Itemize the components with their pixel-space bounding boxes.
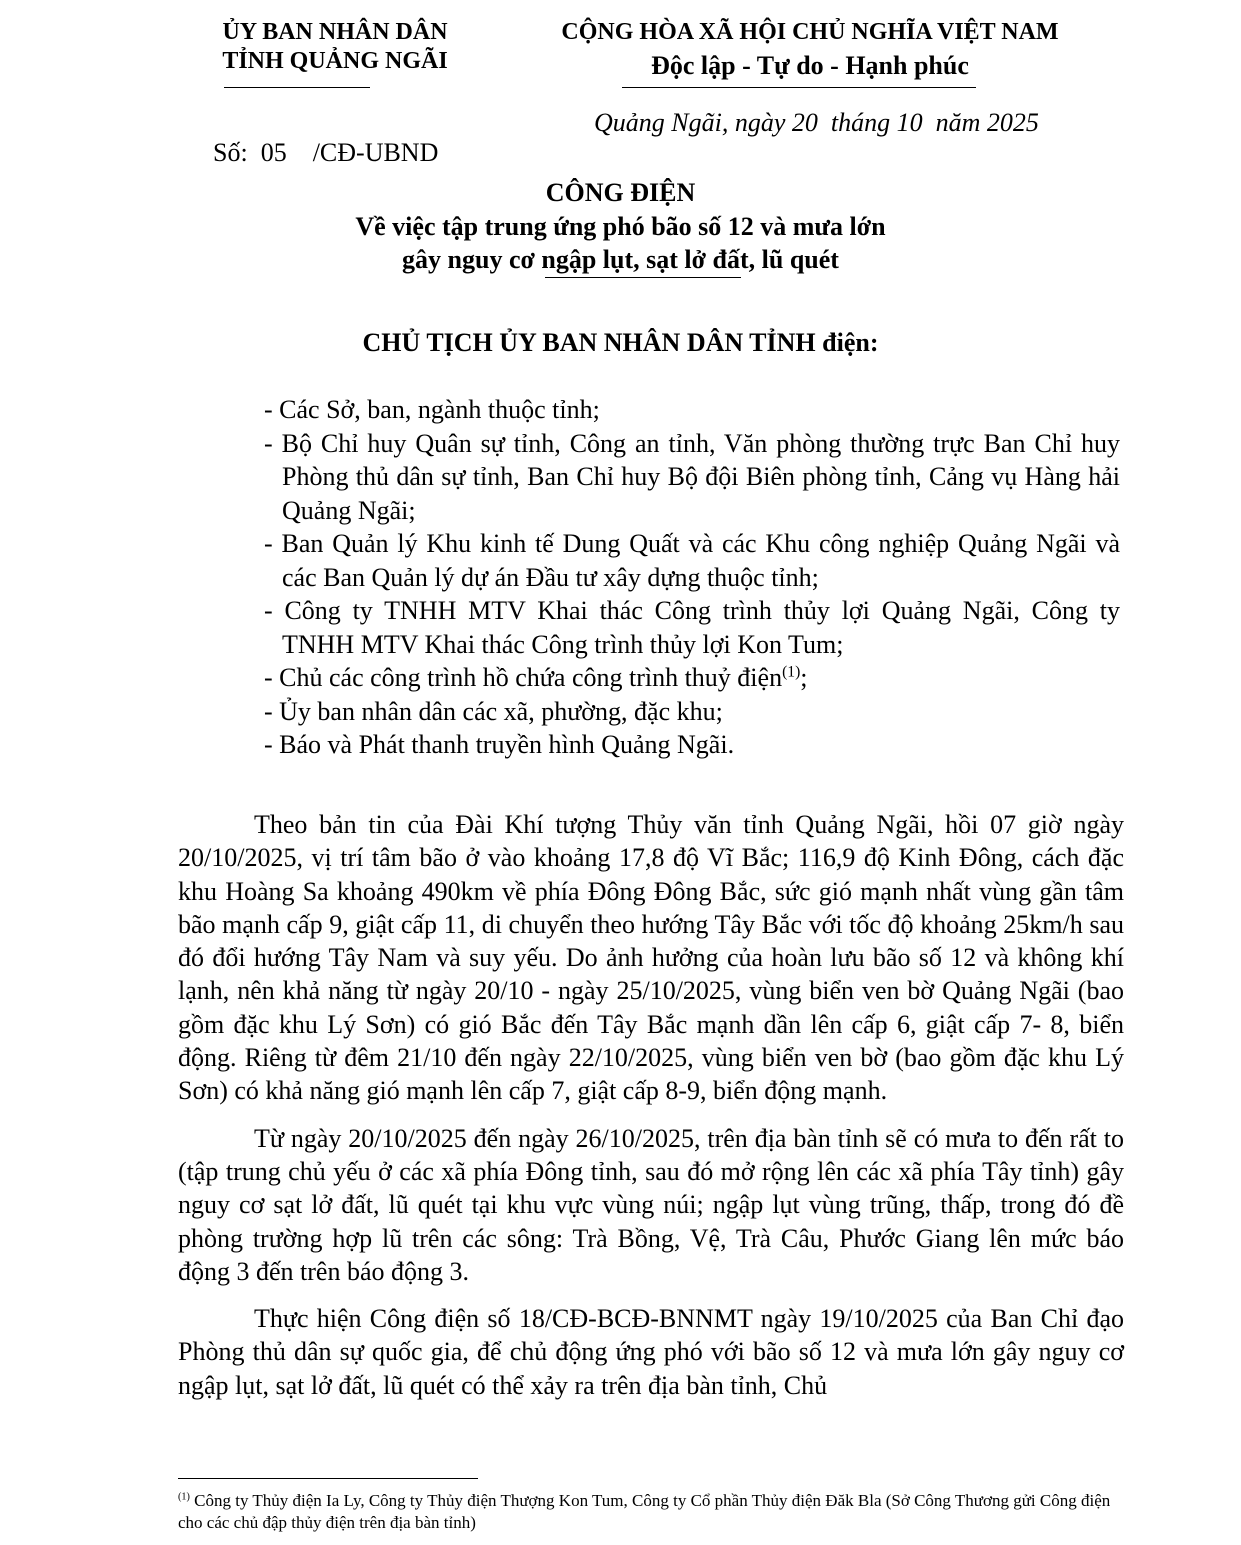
recipient-list — [264, 393, 1120, 762]
recipient-item: - Các Sở, ban, ngành thuộc tỉnh; — [264, 395, 600, 424]
nation-line-1: CỘNG HÒA XÃ HỘI CHỦ NGHĨA VIỆT NAM — [561, 19, 1059, 45]
agency-line-1: ỦY BAN NHÂN DÂN — [222, 19, 448, 45]
footnote-ref[interactable]: (1) — [782, 663, 801, 681]
recipient-item: - Ban Quản lý Khu kinh tế Dung Quất và các Khu công nghiệp Quảng Ngãi và các Ban Quản lý dự án Đầu tư xây dựng thuộc tỉnh; — [264, 529, 1120, 592]
footnote — [178, 1490, 1118, 1534]
subject-line-1: Về việc tập trung ứng phó bão số 12 và mưa lớn — [355, 212, 886, 241]
addresser: CHỦ TỊCH ỦY BAN NHÂN DÂN TỈNH điện: — [362, 328, 879, 357]
body-paragraph: Thực hiện Công điện số 18/CĐ-BCĐ-BNNMT ngày 19/10/2025 của Ban Chỉ đạo Phòng thủ dân sự quốc gia, để chủ động ứng phó với bão số 12 và mưa lớn gây nguy cơ ngập lụt, sạt lở đất, lũ quét có thể xảy ra trên địa bàn tỉnh, Chủ — [178, 1304, 1124, 1400]
document-number: Số: 05 /CĐ-UBND — [213, 138, 439, 167]
recipient-item: - Ủy ban nhân dân các xã, phường, đặc khu; — [264, 696, 723, 726]
footnote-text: Công ty Thủy điện Ia Ly, Công ty Thủy điện Thượng Kon Tum, Công ty Cổ phần Thủy điện Đăk Bla (Sở Công Thương gửi Công điện cho các chủ đập thủy điện trên địa bàn tỉnh) — [178, 1491, 1111, 1532]
national-motto — [530, 18, 1090, 80]
title-divider — [545, 277, 741, 278]
recipient-item: - Bộ Chỉ huy Quân sự tỉnh, Công an tỉnh, Văn phòng thường trực Ban Chỉ huy Phòng thủ dân sự tỉnh, Ban Chỉ huy Bộ đội Biên phòng tỉnh, Cảng vụ Hàng hải Quảng Ngãi; — [264, 428, 1120, 525]
body-paragraph: Từ ngày 20/10/2025 đến ngày 26/10/2025, trên địa bàn tỉnh sẽ có mưa to đến rất to (tập trung chủ yếu ở các xã phía Đông tỉnh, sau đó mở rộng lên các xã phía Tây tỉnh) gây nguy cơ sạt lở đất, lũ quét tại khu vực vùng núi; ngập lụt vùng trũng, thấp, trong đó đề phòng trường hợp lũ trên các sông: Trà Bồng, Vệ, Trà Câu, Phước Giang lên mức báo động 3 đến trên báo động 3. — [178, 1123, 1124, 1286]
document-type: CÔNG ĐIỆN — [545, 178, 696, 207]
place-date: Quảng Ngãi, ngày 20 tháng 10 năm 2025 — [594, 108, 1039, 137]
footnote-separator — [178, 1478, 478, 1479]
recipient-item: - Công ty TNHH MTV Khai thác Công trình thủy lợi Quảng Ngãi, Công ty TNHH MTV Khai thác Công trình thủy lợi Kon Tum; — [264, 596, 1120, 659]
motto-divider — [622, 87, 976, 88]
recipient-item: - Báo và Phát thanh truyền hình Quảng Ngãi. — [264, 730, 735, 759]
agency-line-2: TỈNH QUẢNG NGÃI — [222, 48, 448, 74]
nation-line-2: Độc lập - Tự do - Hạnh phúc — [651, 51, 969, 80]
doc-number: 05 — [260, 138, 287, 167]
agency-divider — [224, 87, 370, 88]
issuing-agency — [170, 18, 500, 76]
recipient-item: - Chủ các công trình hồ chứa công trình thuỷ điện$^{(1)}$; — [264, 663, 808, 692]
subject-line-2: gây nguy cơ ngập lụt, sạt lở đất, lũ quét — [402, 245, 839, 274]
footnote-mark: (1) — [178, 1491, 190, 1503]
document-body — [178, 808, 1124, 1416]
body-paragraph: Theo bản tin của Đài Khí tượng Thủy văn tỉnh Quảng Ngãi, hồi 07 giờ ngày 20/10/2025, vị trí tâm bão ở vào khoảng 17,8 độ Vĩ Bắc; 116,9 độ Kinh Đông, cách đặc khu Hoàng Sa khoảng 490km về phía Đông Đông Bắc, sức gió mạnh nhất vùng gần tâm bão mạnh cấp 9, giật cấp 11, di chuyển theo hướng Tây Bắc với tốc độ khoảng 25km/h sau đó đổi hướng Tây Nam và suy yếu. Do ảnh hưởng của hoàn lưu bão số 12 và không khí lạnh, nên khả năng từ ngày 20/10 - ngày 25/10/2025, vùng biển ven bờ Quảng Ngãi (bao gồm đặc khu Lý Sơn) có gió Bắc đến Tây Bắc mạnh dần lên cấp 6, giật cấp 7- 8, biển động. Riêng từ đêm 21/10 đến ngày 22/10/2025, vùng biển ven bờ (bao gồm đặc khu Lý Sơn) có khả năng gió mạnh lên cấp 7, giật cấp 8-9, biển động mạnh. — [178, 810, 1124, 1106]
